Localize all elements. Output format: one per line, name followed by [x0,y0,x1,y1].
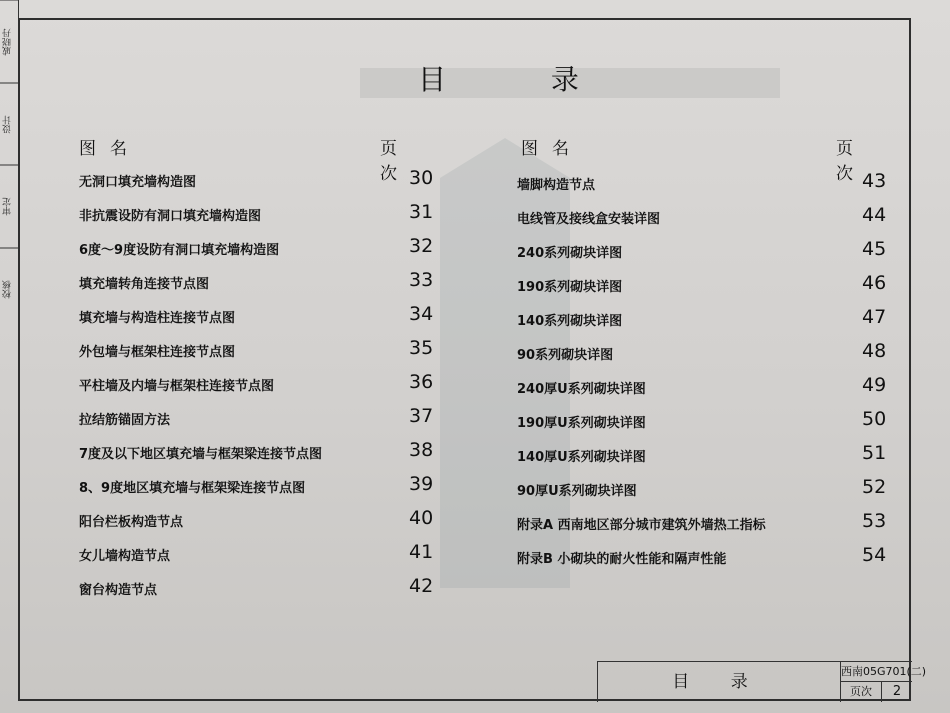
toc-row-page: 37 [409,405,434,427]
title-block-name: 目 录 [598,662,841,702]
toc-row-page: 30 [409,167,434,189]
toc-row-page: 46 [862,272,887,294]
toc-row-name: 填充墙转角连接节点图 [79,277,210,292]
toc-row-page: 38 [409,439,434,461]
page-title: 目 录 [418,63,627,96]
toc-row-page: 41 [409,541,434,563]
toc-row-name: 7度及以下地区填充墙与框架梁连接节点图 [79,447,323,462]
left-head-page: 页次 [380,139,411,184]
title-block [597,661,927,702]
toc-row-name: 外包墙与框架柱连接节点图 [79,345,236,360]
toc-row-page: 47 [862,306,887,328]
side-cell: 设计 [0,83,18,166]
toc-row-page: 33 [409,269,434,291]
right-column-header [521,134,867,184]
toc-row-name: 阳台栏板构造节点 [79,515,184,530]
toc-row-page: 54 [862,544,887,566]
toc-row-name: 190系列砌块详图 [517,280,623,295]
toc-row-page: 43 [862,170,887,192]
title-block-page-label: 页次 [841,682,882,702]
left-head-name: 图名 [79,139,141,159]
toc-row-name: 140系列砌块详图 [517,314,623,329]
toc-row-name: 非抗震设防有洞口填充墙构造图 [79,209,262,224]
toc-row-page: 44 [862,204,887,226]
toc-row-page: 34 [409,303,434,325]
toc-row-name: 90系列砌块详图 [517,348,614,363]
toc-row-page: 32 [409,235,434,257]
title-block-page-number: 2 [892,684,902,699]
toc-row-name: 附录A 西南地区部分城市建筑外墙热工指标 [517,518,766,533]
toc-row-name: 8、9度地区填充墙与框架梁连接节点图 [79,481,306,496]
side-cell: 戚晓丹 [0,0,18,83]
toc-row-page: 31 [409,201,434,223]
toc-row-name: 平柱墙及内墙与框架柱连接节点图 [79,379,275,394]
toc-row-page: 52 [862,476,887,498]
toc-row-name: 190厚U系列砌块详图 [517,416,646,431]
toc-row-page: 49 [862,374,887,396]
toc-row-name: 附录B 小砌块的耐火性能和隔声性能 [517,552,727,567]
toc-row-name: 墙脚构造节点 [517,178,596,193]
toc-row-page: 36 [409,371,434,393]
toc-row-name: 填充墙与构造柱连接节点图 [79,311,236,326]
toc-row-page: 51 [862,442,887,464]
toc-row-name: 140厚U系列砌块详图 [517,450,646,465]
toc-row-name: 窗台构造节点 [79,583,158,598]
side-cell: 校核 [0,248,18,331]
toc-row-name: 6度～9度设防有洞口填充墙构造图 [79,243,280,258]
toc-row-page: 40 [409,507,434,529]
toc-row-name: 女儿墙构造节点 [79,549,171,564]
side-signature-strip [0,0,19,330]
title-block-code: 西南05G701(二) [841,662,912,682]
toc-row-page: 45 [862,238,887,260]
toc-row-page: 48 [862,340,887,362]
right-head-page: 页次 [836,139,867,184]
toc-row-page: 39 [409,473,434,495]
toc-row-name: 90厚U系列砌块详图 [517,484,637,499]
toc-row-name: 拉结筋锚固方法 [79,413,171,428]
toc-row-name: 240厚U系列砌块详图 [517,382,646,397]
toc-row-page: 53 [862,510,887,532]
right-head-name: 图名 [521,139,583,159]
toc-row-page: 50 [862,408,887,430]
toc-row-page: 35 [409,337,434,359]
toc-row-name: 无洞口填充墙构造图 [79,175,197,190]
toc-row-name: 240系列砌块详图 [517,246,623,261]
toc-row-name: 电线管及接线盒安装详图 [517,212,661,227]
side-cell: 审定 [0,165,18,248]
toc-row-page: 42 [409,575,434,597]
